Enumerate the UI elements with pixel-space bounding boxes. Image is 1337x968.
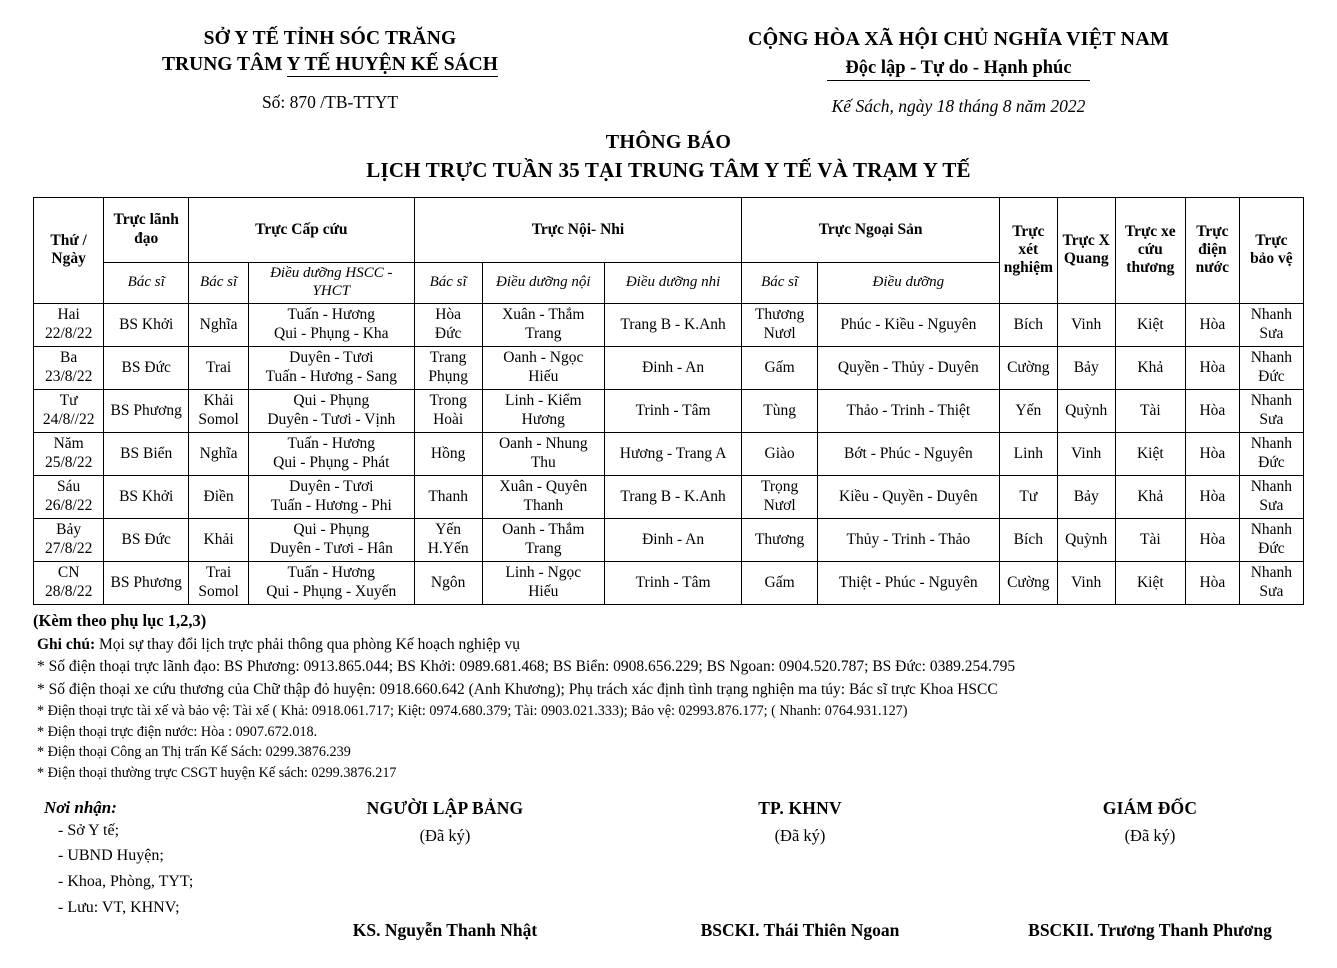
cell-emergency-doctor: Nghĩa [189,432,249,475]
cell-guard: Nhanh Sưa [1239,303,1303,346]
title-block [0,131,1337,183]
cell-emergency-nurse: Tuấn - Hương Qui - Phụng - Kha [249,303,414,346]
cell-emergency-nurse: Duyên - Tươi Tuấn - Hương - Sang [249,346,414,389]
table-row [34,303,1304,346]
cell-leader-doctor: BS Khởi [104,475,189,518]
cell-internal-doctor: Trang Phụng [414,346,482,389]
document-number: Số: 870 /TB-TTYT [261,91,399,112]
cell-surgery-doctor: Giào [742,432,817,475]
table-row [34,389,1304,432]
signature-role: NGƯỜI LẬP BẢNG [366,797,524,818]
cell-surgery-nurse: Kiều - Quyền - Duyên [817,475,999,518]
subheader-surgery-doctor: Bác sĩ [742,262,817,303]
cell-day-date: Bảy 27/8/22 [34,518,104,561]
signature-signed-mark: (Đã ký) [1124,825,1176,845]
cell-surgery-doctor: Gấm [742,346,817,389]
cell-xray-tech: Vinh [1057,561,1115,604]
recipient-item: - UBND Huyện; [58,847,164,865]
cell-day-date: Ba 23/8/22 [34,346,104,389]
cell-internal-nurse: Oanh - Thắm Trang [482,518,604,561]
cell-emergency-nurse: Qui - Phụng Duyên - Tươi - Hân [249,518,414,561]
document-header [0,0,1337,117]
subheader-pediatric-nurse: Điều dưỡng nhi [604,262,742,303]
note-line: * Số điện thoại trực lãnh đạo: BS Phương: 0913.865.044; BS Khởi: 0989.681.468; BS Biển: 0908.656.229; BS Ngoan: 0904.520.787; BS Đức: 0389.254.795 [37,658,1016,676]
table-row [34,475,1304,518]
cell-guard: Nhanh Đức [1239,518,1303,561]
signature-role: GIÁM ĐỐC [1102,797,1198,818]
subheader-internal-nurse: Điều dưỡng nội [482,262,604,303]
cell-internal-doctor: Ngôn [414,561,482,604]
subheader-emergency-nurse: Điều dưỡng HSCC - YHCT [249,262,414,303]
cell-lab-tech: Bích [999,303,1057,346]
header-surgery-obstetrics-duty: Trực Ngoại Sản [742,197,999,262]
cell-pediatric-nurse: Đinh - An [604,346,742,389]
cell-driver: Tài [1115,518,1185,561]
national-motto: Độc lập - Tự do - Hạnh phúc [620,55,1297,83]
note-general [37,634,1337,656]
cell-day-date: Hai 22/8/22 [34,303,104,346]
cell-xray-tech: Bảy [1057,475,1115,518]
cell-emergency-doctor: Nghĩa [189,303,249,346]
cell-leader-doctor: BS Đức [104,518,189,561]
table-row [34,561,1304,604]
department-name: SỞ Y TẾ TỈNH SÓC TRĂNG [203,28,457,49]
cell-driver: Khả [1115,346,1185,389]
cell-guard: Nhanh Sưa [1239,475,1303,518]
note-line: * Điện thoại Công an Thị trấn Kế Sách: 0299.3876.239 [37,744,351,761]
signature-signed-mark: (Đã ký) [419,825,471,845]
cell-surgery-nurse: Thiệt - Phúc - Nguyên [817,561,999,604]
cell-xray-tech: Quỳnh [1057,389,1115,432]
signature-column-department-head [665,797,935,940]
cell-electric-water-tech: Hòa [1185,303,1239,346]
cell-leader-doctor: BS Khởi [104,303,189,346]
cell-pediatric-nurse: Trang B - K.Anh [604,303,742,346]
cell-emergency-nurse: Qui - Phụng Duyên - Tươi - Vịnh [249,389,414,432]
table-row [34,432,1304,475]
recipients-list [44,818,193,922]
header-electric-water-duty: Trực điện nước [1185,197,1239,303]
note-line: * Điện thoại trực điện nước: Hòa : 0907.672.018. [37,723,318,740]
cell-surgery-nurse: Thủy - Trinh - Thảo [817,518,999,561]
cell-emergency-doctor: Điền [189,475,249,518]
country-name: CỘNG HÒA XÃ HỘI CHỦ NGHĨA VIỆT NAM [747,28,1170,50]
recipients-title: Nơi nhận: [44,797,117,817]
cell-driver: Kiệt [1115,561,1185,604]
cell-day-date: Sáu 26/8/22 [34,475,104,518]
cell-day-date: Tư 24/8//22 [34,389,104,432]
cell-pediatric-nurse: Trinh - Tâm [604,389,742,432]
cell-emergency-nurse: Tuấn - Hương Qui - Phụng - Phát [249,432,414,475]
notes-list [37,656,1337,783]
cell-surgery-nurse: Bớt - Phúc - Nguyên [817,432,999,475]
cell-emergency-doctor: Khải [189,518,249,561]
cell-electric-water-tech: Hòa [1185,561,1239,604]
subheader-surgery-nurse: Điều dưỡng [817,262,999,303]
subheader-internal-doctor: Bác sĩ [414,262,482,303]
note-line: * Điện thoại trực tài xế và bảo vệ: Tài xế ( Khả: 0918.061.717; Kiệt: 0974.680.379; Tài: 0903.021.333); Bảo vệ: 02993.876.177; ( Nhanh: 0764.931.127) [37,703,908,720]
recipients-block [44,798,193,922]
header-leader-duty: Trực lãnh đạo [104,197,189,262]
table-row [34,518,1304,561]
recipient-item: - Sở Y tế; [58,821,120,839]
attachment-note: (Kèm theo phụ lục 1,2,3) [33,610,207,630]
note-general-text: Mọi sự thay đổi lịch trực phải thông qua phòng Kế hoạch nghiệp vụ [95,635,521,653]
cell-leader-doctor: BS Đức [104,346,189,389]
cell-lab-tech: Cường [999,561,1057,604]
table-body [34,303,1304,604]
national-heading [620,26,1337,117]
note-line: * Điện thoại thường trực CSGT huyện Kế sách: 0299.3876.217 [37,764,397,781]
signature-column-director [1000,797,1300,940]
cell-surgery-doctor: Gấm [742,561,817,604]
header-security-duty: Trực bảo vệ [1239,197,1303,303]
header-ambulance-duty: Trực xe cứu thương [1115,197,1185,303]
cell-surgery-nurse: Phúc - Kiều - Nguyên [817,303,999,346]
cell-guard: Nhanh Sưa [1239,389,1303,432]
recipient-item: - Lưu: VT, KHNV; [58,899,180,917]
cell-emergency-nurse: Tuấn - Hương Qui - Phụng - Xuyến [249,561,414,604]
cell-guard: Nhanh Đức [1239,346,1303,389]
cell-pediatric-nurse: Trang B - K.Anh [604,475,742,518]
cell-electric-water-tech: Hòa [1185,389,1239,432]
cell-driver: Kiệt [1115,432,1185,475]
cell-xray-tech: Vinh [1057,432,1115,475]
cell-leader-doctor: BS Biển [104,432,189,475]
cell-driver: Khả [1115,475,1185,518]
note-label: Ghi chú: [37,635,96,653]
note-line: * Số điện thoại xe cứu thương của Chữ thập đỏ huyện: 0918.660.642 (Anh Khương); Phụ trách xác định tình trạng nghiện ma túy: Bác sĩ trực Khoa HSCC [37,680,998,698]
cell-pediatric-nurse: Trinh - Tâm [604,561,742,604]
table-group-header-row [34,197,1304,262]
cell-surgery-doctor: Trọng Nươl [742,475,817,518]
cell-leader-doctor: BS Phương [104,561,189,604]
signature-role: TP. KHNV [758,797,842,818]
notes-section [37,634,1337,784]
signature-name: BSCKI. Thái Thiên Ngoan [700,919,900,940]
cell-day-date: Năm 25/8/22 [34,432,104,475]
cell-emergency-doctor: Khải Somol [189,389,249,432]
signature-name: BSCKII. Trương Thanh Phương [1028,919,1272,940]
cell-emergency-nurse: Duyên - Tươi Tuấn - Hương - Phi [249,475,414,518]
subheader-emergency-doctor: Bác sĩ [189,262,249,303]
cell-lab-tech: Bích [999,518,1057,561]
cell-driver: Kiệt [1115,303,1185,346]
document-subject-title: LỊCH TRỰC TUẦN 35 TẠI TRUNG TÂM Y TẾ VÀ TRẠM Y TẾ [366,157,971,182]
cell-xray-tech: Quỳnh [1057,518,1115,561]
cell-electric-water-tech: Hòa [1185,432,1239,475]
recipient-item: - Khoa, Phòng, TYT; [58,873,194,891]
signature-area [0,798,1337,968]
signature-column-preparer [300,797,590,940]
cell-internal-nurse: Linh - Kiểm Hương [482,389,604,432]
cell-guard: Nhanh Đức [1239,432,1303,475]
cell-emergency-doctor: Trai Somol [189,561,249,604]
cell-surgery-doctor: Thương Nươl [742,303,817,346]
cell-xray-tech: Vinh [1057,303,1115,346]
cell-day-date: CN 28/8/22 [34,561,104,604]
signature-signed-mark: (Đã ký) [774,825,826,845]
subheader-leader-doctor: Bác sĩ [104,262,189,303]
document-type-title: THÔNG BÁO [605,130,732,153]
header-day: Thứ / Ngày [34,197,104,303]
cell-leader-doctor: BS Phương [104,389,189,432]
cell-internal-doctor: Hòa Đức [414,303,482,346]
cell-electric-water-tech: Hòa [1185,475,1239,518]
cell-lab-tech: Linh [999,432,1057,475]
cell-pediatric-nurse: Đinh - An [604,518,742,561]
cell-internal-doctor: Yến H.Yến [414,518,482,561]
duty-schedule-table [33,197,1304,605]
cell-xray-tech: Bảy [1057,346,1115,389]
center-name-underlined: Y TẾ HUYỆN KẾ SÁCH [286,54,498,76]
cell-surgery-doctor: Tùng [742,389,817,432]
cell-lab-tech: Cường [999,346,1057,389]
schedule-table-wrapper [33,197,1304,605]
cell-electric-water-tech: Hòa [1185,346,1239,389]
cell-surgery-nurse: Thảo - Trinh - Thiệt [817,389,999,432]
header-internal-pediatric-duty: Trực Nội- Nhi [414,197,742,262]
cell-internal-doctor: Hồng [414,432,482,475]
cell-internal-nurse: Linh - Ngọc Hiếu [482,561,604,604]
cell-driver: Tài [1115,389,1185,432]
cell-emergency-doctor: Trai [189,346,249,389]
cell-guard: Nhanh Sưa [1239,561,1303,604]
cell-surgery-doctor: Thương [742,518,817,561]
cell-lab-tech: Yến [999,389,1057,432]
cell-internal-doctor: Trong Hoài [414,389,482,432]
signature-name: KS. Nguyễn Thanh Nhật [352,919,538,940]
cell-internal-nurse: Oanh - Ngọc Hiếu [482,346,604,389]
cell-lab-tech: Tư [999,475,1057,518]
cell-electric-water-tech: Hòa [1185,518,1239,561]
cell-internal-nurse: Oanh - Nhung Thu [482,432,604,475]
cell-internal-doctor: Thanh [414,475,482,518]
table-row [34,346,1304,389]
cell-internal-nurse: Xuân - Thắm Trang [482,303,604,346]
center-name [40,52,620,78]
center-name-prefix: TRUNG TÂM [162,54,283,76]
place-and-date: Kế Sách, ngày 18 tháng 8 năm 2022 [831,95,1086,116]
cell-surgery-nurse: Quyền - Thủy - Duyên [817,346,999,389]
cell-internal-nurse: Xuân - Quyên Thanh [482,475,604,518]
header-xray-duty: Trực X Quang [1057,197,1115,303]
header-lab-duty: Trực xét nghiệm [999,197,1057,303]
cell-pediatric-nurse: Hương - Trang A [604,432,742,475]
issuing-organization [0,26,620,117]
header-emergency-duty: Trực Cấp cứu [189,197,414,262]
